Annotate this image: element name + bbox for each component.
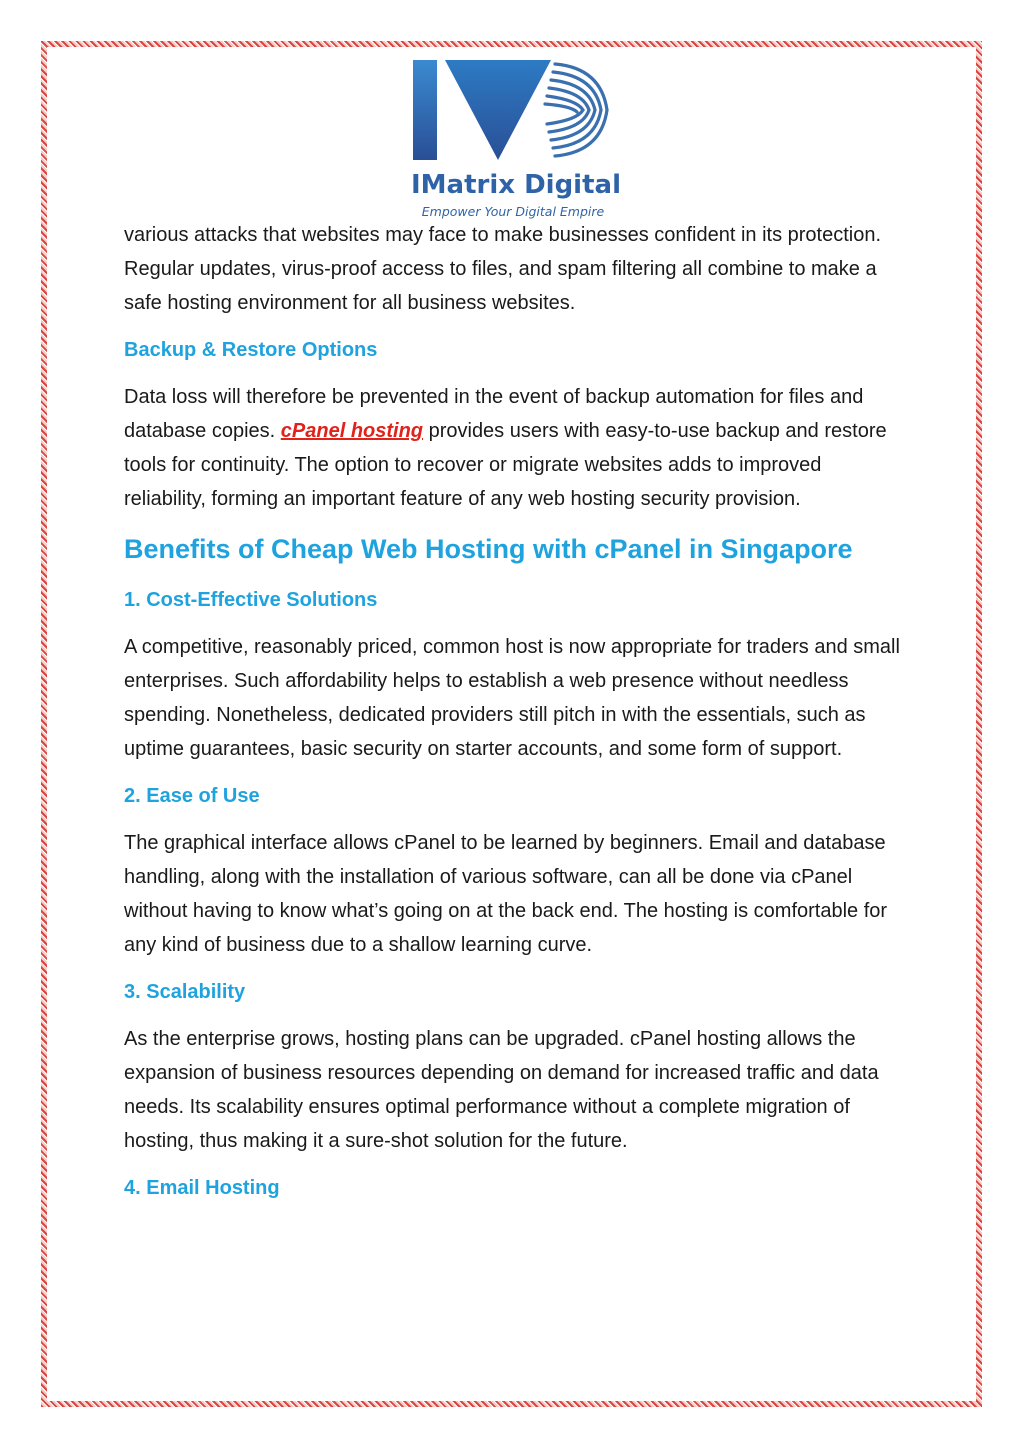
benefit-4-heading: 4. Email Hosting: [124, 1177, 280, 1199]
benefit-3-text: As the enterprise grows, hosting plans can be upgraded. cPanel hosting allows the expansion of business resources depending on demand for increased traffic and data needs. Its scalability ensures optimal performance without a complete migration of hosting, thus making it a sure-shot solution for the future.: [124, 1028, 879, 1152]
logo-name: IMatrix Digital: [411, 170, 621, 200]
benefit-1-text: A competitive, reasonably priced, common host is now appropriate for traders and small enterprises. Such affordability helps to establish a web presence without needless spending. Nonetheless, dedicated providers still pitch in with the essentials, such as uptime guarantees, basic security on starter accounts, and some form of support.: [124, 636, 900, 760]
benefit-2-heading: 2. Ease of Use: [124, 785, 260, 807]
backup-heading: Backup & Restore Options: [124, 339, 378, 361]
backup-text-start: Data loss will therefore be prevented in the event of backup automation for files and database copies.: [124, 386, 864, 442]
benefit-1-heading: 1. Cost-Effective Solutions: [124, 589, 378, 611]
company-logo: [405, 58, 621, 220]
document-body: [124, 218, 904, 1205]
benefit-2-text: The graphical interface allows cPanel to be learned by beginners. Email and database handling, along with the installation of various software, can all be done via cPanel without having to know what’s going on at the back end. The hosting is comfortable for any kind of business due to a shallow learning curve.: [124, 832, 888, 956]
backup-paragraph: [124, 380, 904, 516]
benefit-3-heading: 3. Scalability: [124, 981, 246, 1003]
cpanel-hosting-link[interactable]: cPanel hosting: [280, 420, 424, 442]
logo-tagline: Empower Your Digital Empire: [421, 204, 605, 219]
benefits-title: Benefits of Cheap Web Hosting with cPanel in Singapore: [124, 534, 853, 564]
logo-mark-icon: [405, 58, 615, 173]
backup-text-end: provides users with easy-to-use backup and restore tools for continuity. The option to recover or migrate websites adds to improved reliability, forming an important feature of any web hosting security provision.: [124, 420, 887, 510]
intro-paragraph: various attacks that websites may face to make businesses confident in its protection. Regular updates, virus-proof access to files, and spam filtering all combine to make a safe hosting environment for all business websites.: [124, 224, 882, 314]
